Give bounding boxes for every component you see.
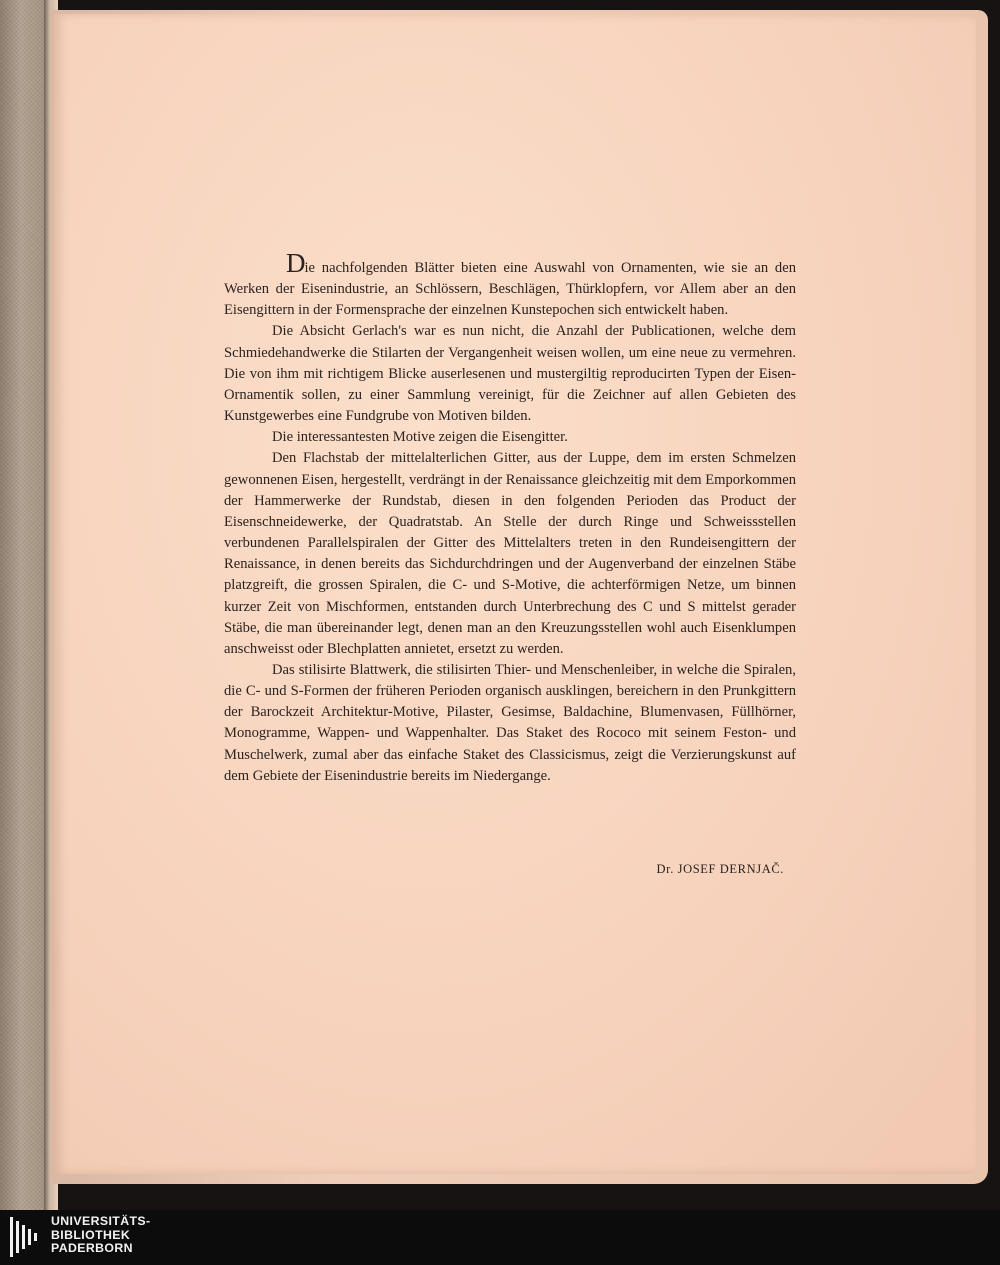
library-logo-icon (10, 1217, 44, 1257)
paragraph-4: Den Flachstab der mittelalterlichen Gitter, aus der Luppe, dem im ersten Schmelzen gewonnenen Eisen, hergestellt, verdrängt in der Renaissance gleichzeitig mit dem Emporkommen der Hammerwerke der Rundstab, diesen in den folgenden Perioden das Product der Eisenschneidewerke, der Quadratstab. An Stelle der durch Ringe und Schweissstellen verbundenen Parallelspiralen der Gitter des Mittelalters treten in den Rundeisengittern der Renaissance, in denen bereits das Sichdurchdringen und der Augenverband der einzelnen Stäbe platzgreift, die grossen Spiralen, die C- und S-Motive, die achterförmigen Netze, um binnen kurzer Zeit von Mischformen, entstanden durch Unterbrechung des C und S mittelst gerader Stäbe, die man übereinander legt, denen man an den Kreuzungsstellen wohl auch Eisenklumpen anschweisst oder Blechplatten annietet, ersetzt zu werden. (224, 450, 796, 657)
library-logo-text (51, 1215, 150, 1256)
body-text (224, 248, 796, 787)
author-signature: Dr. JOSEF DERNJAČ. (656, 862, 784, 876)
paragraph-3: Die interessantesten Motive zeigen die Eisengitter. (272, 429, 568, 446)
paragraph-2: Die Absicht Gerlach's war es nun nicht, die Anzahl der Publicationen, welche dem Schmiedehandwerke die Stilarten der Vergangenheit weisen wollen, um eine neue zu vermehren. Die von ihm mit richtigem Blicke auserlesenen und mustergiltig reproducirten Typen der Eisen-Ornamentik sollen, zu einer Sammlung vereinigt, für die Zeichner auf allen Gebieten des Kunstgewerbes eine Fundgrube von Motiven bilden. (224, 323, 796, 425)
logo-line-1: UNIVERSITÄTS- (51, 1214, 151, 1228)
logo-line-2: BIBLIOTHEK (51, 1227, 131, 1242)
logo-line-3: PADERBORN (51, 1241, 133, 1255)
initial-letter: D (286, 248, 305, 278)
paragraph-1-text: ie nachfolgenden Blätter bieten eine Auswahl von Ornamenten, wie sie an den Werken der Eisenindustrie, an Schlössern, Beschlägen, Thürklopfern, vor Allem aber an den Eisengittern in der Formensprache der einzelnen Kunstepochen sich entwickelt haben. (224, 260, 796, 319)
paragraph-5: Das stilisirte Blattwerk, die stilisirten Thier- und Menschenleiber, in welche die Spiralen, die C- und S-Formen der früheren Perioden organisch ausklingen, bereichern in den Prunkgittern der Barockzeit Architektur-Motive, Pilaster, Gesimse, Baldachine, Blumenvasen, Füllhörner, Monogramme, Wappen- und Wappenhalter. Das Staket des Rococo mit seinem Feston- und Muschelwerk, zumal aber das einfache Staket des Classicismus, zeigt die Verzierungskunst auf dem Gebiete der Eisenindustrie bereits im Niedergange. (224, 661, 796, 784)
paragraph-1 (224, 248, 796, 321)
